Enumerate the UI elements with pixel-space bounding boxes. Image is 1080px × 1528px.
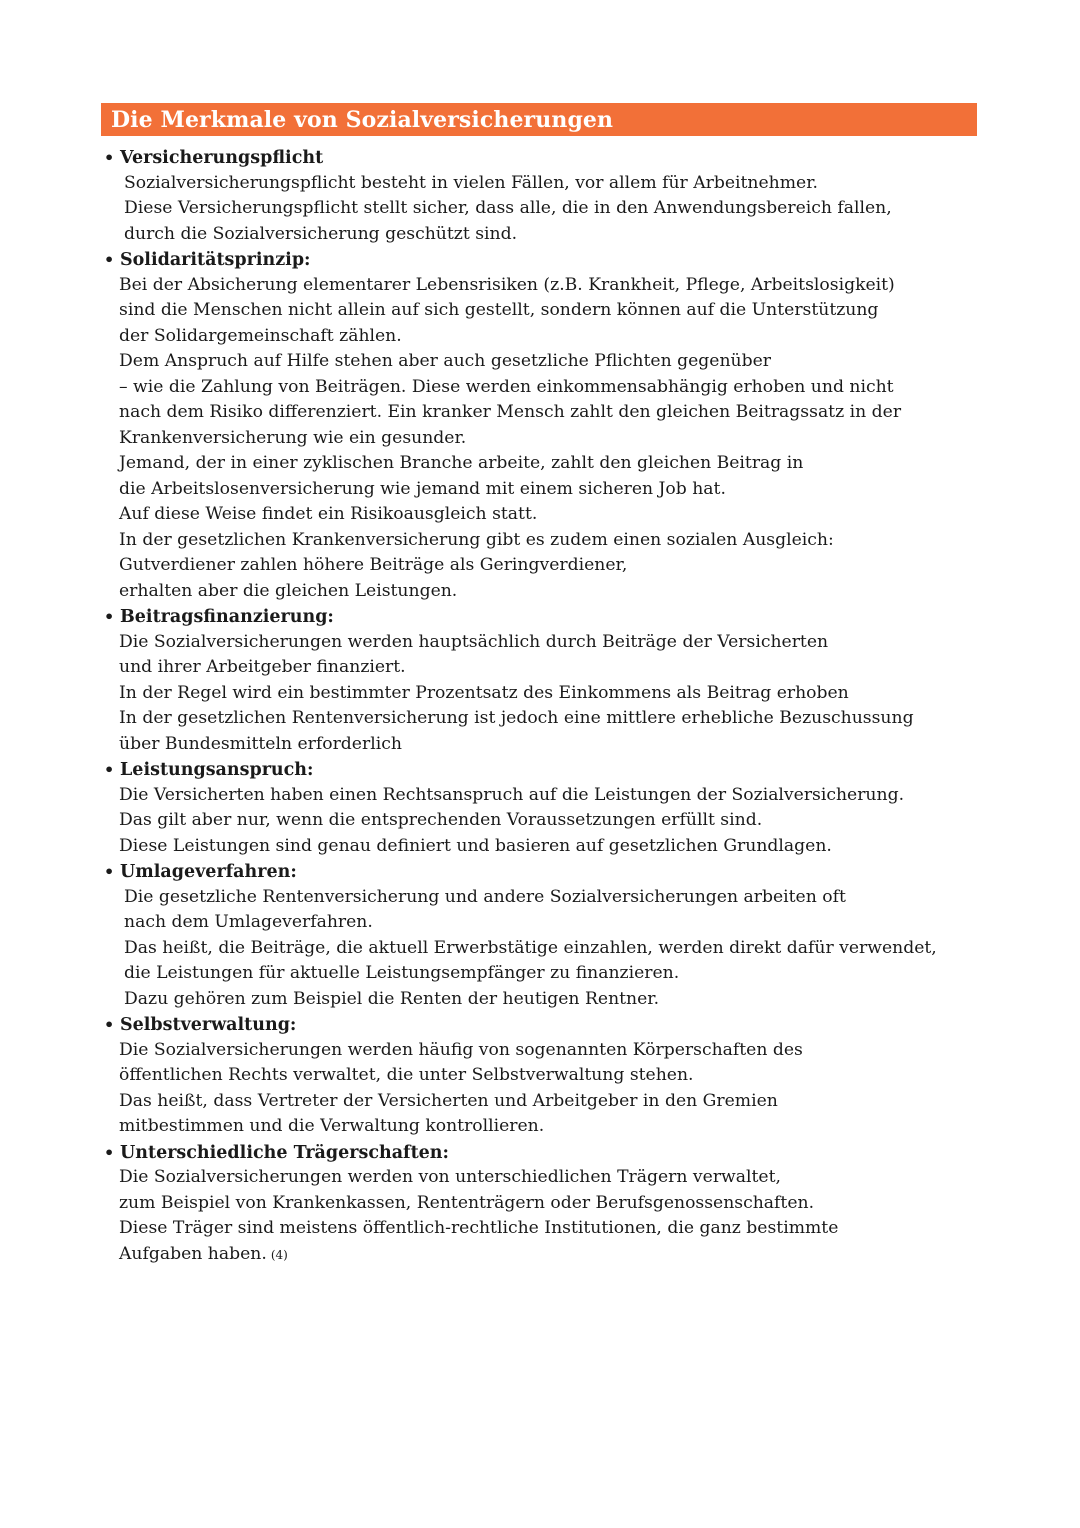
line-text: die Arbeitslosenversicherung wie jemand mit einem sicheren Job hat. — [119, 478, 726, 499]
paragraph-line — [104, 324, 984, 350]
bullet-icon: • — [104, 862, 115, 881]
paragraph-line — [104, 273, 984, 299]
bullet-icon: • — [104, 250, 115, 269]
section-heading-text: Leistungsanspruch: — [120, 760, 314, 780]
line-text: Dazu gehören zum Beispiel die Renten der heutigen Rentner. — [124, 988, 660, 1009]
section-heading — [104, 757, 984, 783]
paragraph-line — [104, 400, 984, 426]
bullet-icon: • — [104, 760, 115, 779]
paragraph-line — [104, 630, 984, 656]
line-text: Bei der Absicherung elementarer Lebensrisiken (z.B. Krankheit, Pflege, Arbeitslosigkeit) — [119, 274, 895, 295]
line-text: der Solidargemeinschaft zählen. — [119, 325, 402, 346]
line-text: Diese Träger sind meistens öffentlich-rechtliche Institutionen, die ganz bestimmte — [119, 1218, 839, 1238]
paragraph-line — [104, 477, 984, 503]
paragraph-line — [104, 528, 984, 554]
paragraph-line — [104, 502, 984, 528]
paragraph-line — [104, 1242, 984, 1268]
line-text: Die Sozialversicherungen werden häufig von sogenannten Körperschaften des — [119, 1039, 803, 1060]
line-text: Aufgaben haben. — [119, 1243, 267, 1264]
section — [104, 757, 984, 859]
line-text: Diese Leistungen sind genau definiert und basieren auf gesetzlichen Grundlagen. — [119, 835, 832, 856]
line-text: über Bundesmitteln erforderlich — [119, 733, 402, 754]
line-text: In der Regel wird ein bestimmter Prozentsatz des Einkommens als Beitrag erhoben — [119, 682, 849, 703]
paragraph-line — [104, 732, 984, 758]
paragraph-line — [104, 706, 984, 732]
section — [104, 247, 984, 604]
section — [104, 1012, 984, 1140]
section — [104, 859, 984, 1012]
paragraph-line — [104, 885, 984, 911]
line-text: mitbestimmen und die Verwaltung kontrollieren. — [119, 1116, 545, 1136]
line-text: öffentlichen Rechts verwaltet, die unter Selbstverwaltung stehen. — [119, 1065, 694, 1085]
paragraph-line — [104, 1216, 984, 1242]
paragraph-line — [104, 1038, 984, 1064]
paragraph-line — [104, 783, 984, 809]
content-body — [104, 145, 984, 1267]
paragraph-line — [104, 579, 984, 605]
paragraph-line — [104, 451, 984, 477]
paragraph-line — [104, 222, 984, 248]
section-heading — [104, 859, 984, 885]
line-text: Dem Anspruch auf Hilfe stehen aber auch gesetzliche Pflichten gegenüber — [119, 351, 771, 371]
paragraph-line — [104, 1089, 984, 1115]
bullet-icon: • — [104, 148, 115, 167]
page-title: Die Merkmale von Sozialversicherungen — [111, 106, 614, 133]
line-text: nach dem Umlageverfahren. — [124, 912, 373, 932]
section-heading-text: Beitragsfinanzierung: — [120, 607, 334, 627]
paragraph-line — [104, 349, 984, 375]
section-heading — [104, 247, 984, 273]
line-text: In der gesetzlichen Rentenversicherung ist jedoch eine mittlere erhebliche Bezuschussung — [119, 708, 914, 728]
paragraph-line — [104, 834, 984, 860]
paragraph-line — [104, 553, 984, 579]
line-text: erhalten aber die gleichen Leistungen. — [119, 580, 458, 601]
line-text: Jemand, der in einer zyklischen Branche arbeite, zahlt den gleichen Beitrag in — [119, 453, 804, 473]
line-text: Das heißt, dass Vertreter der Versicherten und Arbeitgeber in den Gremien — [119, 1090, 778, 1111]
line-text: Diese Versicherungspflicht stellt sicher, dass alle, die in den Anwendungsbereich fallen, — [124, 198, 892, 218]
paragraph-line — [104, 1063, 984, 1089]
paragraph-line — [104, 936, 984, 962]
section-heading-text: Umlageverfahren: — [120, 862, 297, 882]
line-text: Die Sozialversicherungen werden von unterschiedlichen Trägern verwaltet, — [119, 1167, 781, 1187]
section — [104, 145, 984, 247]
line-text: – wie die Zahlung von Beiträgen. Diese werden einkommensabhängig erhoben und nicht — [119, 376, 894, 397]
line-text: In der gesetzlichen Krankenversicherung gibt es zudem einen sozialen Ausgleich: — [119, 529, 834, 550]
section-heading-text: Unterschiedliche Trägerschaften: — [120, 1142, 449, 1163]
line-text: Das heißt, die Beiträge, die aktuell Erwerbstätige einzahlen, werden direkt dafür verwendet, — [124, 937, 937, 958]
paragraph-line — [104, 298, 984, 324]
line-text: Die Sozialversicherungen werden hauptsächlich durch Beiträge der Versicherten — [119, 631, 829, 652]
paragraph-line — [104, 426, 984, 452]
paragraph-line — [104, 910, 984, 936]
paragraph-line — [104, 1165, 984, 1191]
line-text: durch die Sozialversicherung geschützt sind. — [124, 223, 518, 244]
title-bar — [101, 103, 977, 136]
paragraph-line — [104, 1191, 984, 1217]
paragraph-line — [104, 987, 984, 1013]
line-text: Krankenversicherung wie ein gesunder. — [119, 427, 467, 448]
line-text: Die gesetzliche Rentenversicherung und andere Sozialversicherungen arbeiten oft — [124, 886, 846, 907]
line-text: Gutverdiener zahlen höhere Beiträge als Geringverdiener, — [119, 555, 628, 575]
section-heading-text: Selbstverwaltung: — [120, 1015, 297, 1035]
line-text: die Leistungen für aktuelle Leistungsempfänger zu finanzieren. — [124, 963, 680, 983]
section-heading-text: Solidaritätsprinzip: — [120, 250, 311, 270]
paragraph-line — [104, 961, 984, 987]
line-text: Die Versicherten haben einen Rechtsanspruch auf die Leistungen der Sozialversicherung. — [119, 784, 905, 805]
line-text: sind die Menschen nicht allein auf sich gestellt, sondern können auf die Unterstützung — [119, 300, 879, 320]
paragraph-line — [104, 196, 984, 222]
section-heading-text: Versicherungspflicht — [120, 148, 324, 168]
line-text: Das gilt aber nur, wenn die entsprechenden Voraussetzungen erfüllt sind. — [119, 810, 763, 830]
paragraph-line — [104, 171, 984, 197]
bullet-icon: • — [104, 607, 115, 626]
line-text: Auf diese Weise findet ein Risikoausgleich statt. — [119, 504, 538, 524]
bullet-icon: • — [104, 1142, 115, 1162]
paragraph-line — [104, 375, 984, 401]
section-heading — [104, 1012, 984, 1038]
paragraph-line — [104, 655, 984, 681]
section-heading — [104, 604, 984, 630]
section-heading — [104, 1140, 984, 1166]
line-text: und ihrer Arbeitgeber finanziert. — [119, 657, 406, 677]
section — [104, 1140, 984, 1268]
section-heading — [104, 145, 984, 171]
line-text: nach dem Risiko differenziert. Ein kranker Mensch zahlt den gleichen Beitragssatz in der — [119, 402, 902, 422]
paragraph-line — [104, 808, 984, 834]
paragraph-line — [104, 1114, 984, 1140]
line-text: zum Beispiel von Krankenkassen, Rententrägern oder Berufsgenossenschaften. — [119, 1192, 815, 1213]
bullet-icon: • — [104, 1015, 115, 1034]
paragraph-line — [104, 681, 984, 707]
source-reference: (4) — [270, 1247, 288, 1262]
section — [104, 604, 984, 757]
line-text: Sozialversicherungspflicht besteht in vielen Fällen, vor allem für Arbeitnehmer. — [124, 172, 818, 193]
